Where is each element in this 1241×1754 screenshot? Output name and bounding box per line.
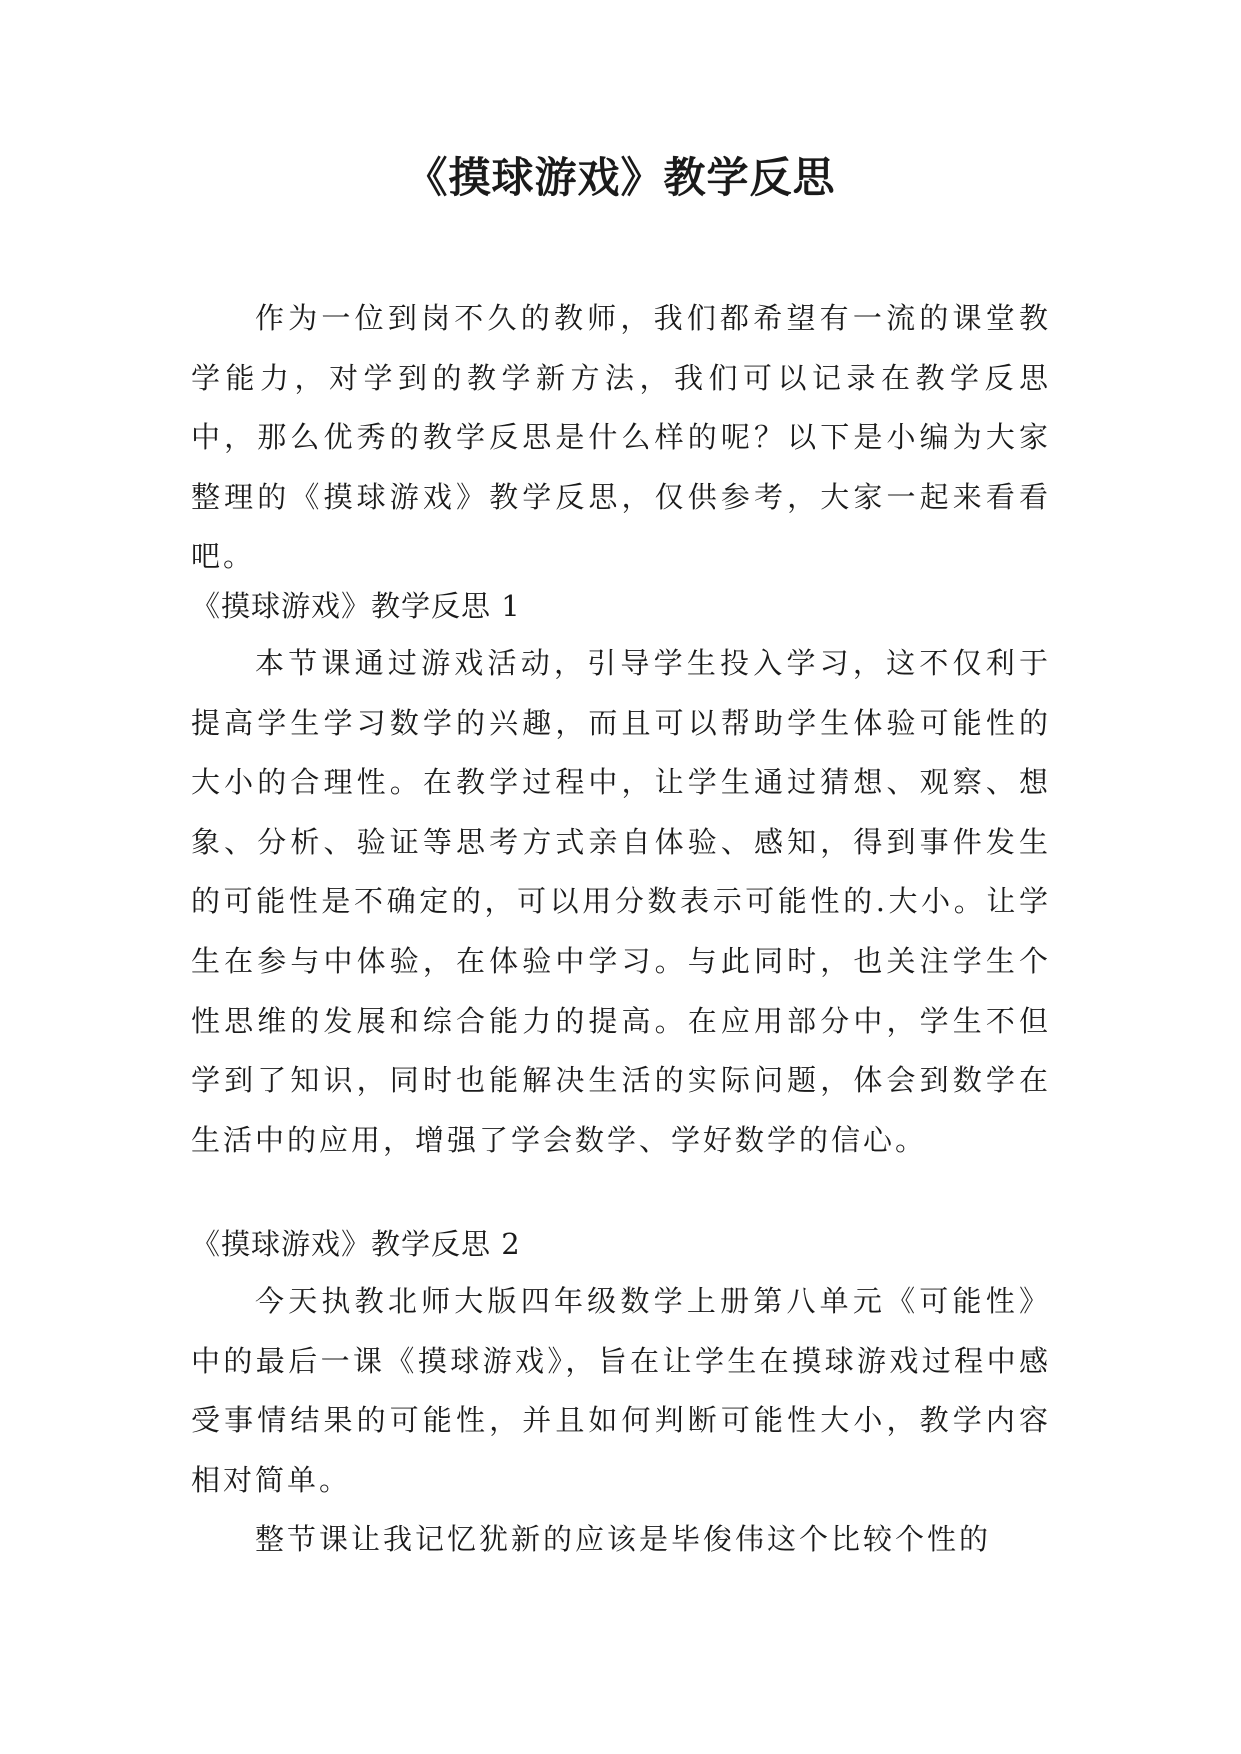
section-heading-2: 《摸球游戏》教学反思 2 [191,1227,521,1261]
section-2-paragraph-2: 整节课让我记忆犹新的应该是毕俊伟这个比较个性的 [255,1522,992,1557]
section-heading-1: 《摸球游戏》教学反思 1 [191,589,521,623]
intro-block [191,289,1051,587]
section-1-body [191,634,1051,1170]
intro-paragraph: 作为一位到岗不久的教师，我们都希望有一流的课堂教学能力，对学到的教学新方法，我们可以记录在教学反思中，那么优秀的教学反思是什么样的呢？以下是小编为大家整理的《摸球游戏》教学反思，仅供参考，大家一起来看看吧。 [191,301,1051,574]
document-title: 《摸球游戏》教学反思 [405,153,836,202]
section-2-body [191,1272,1051,1570]
section-2-paragraph-1: 今天执教北师大版四年级数学上册第八单元《可能性》中的最后一课《摸球游戏》，旨在让学生在摸球游戏过程中感受事情结果的可能性，并且如何判断可能性大小，教学内容相对简单。 [191,1284,1051,1497]
section-1-paragraph-1: 本节课通过游戏活动，引导学生投入学习，这不仅利于提高学生学习数学的兴趣，而且可以帮助学生体验可能性的大小的合理性。在教学过程中，让学生通过猜想、观察、想象、分析、验证等思考方式亲自体验、感知，得到事件发生的可能性是不确定的，可以用分数表示可能性的.大小。让学生在参与中体验，在体验中学习。与此同时，也关注学生个性思维的发展和综合能力的提高。在应用部分中，学生不但学到了知识，同时也能解决生活的实际问题，体会到数学在生活中的应用，增强了学会数学、学好数学的信心。 [191,646,1051,1157]
